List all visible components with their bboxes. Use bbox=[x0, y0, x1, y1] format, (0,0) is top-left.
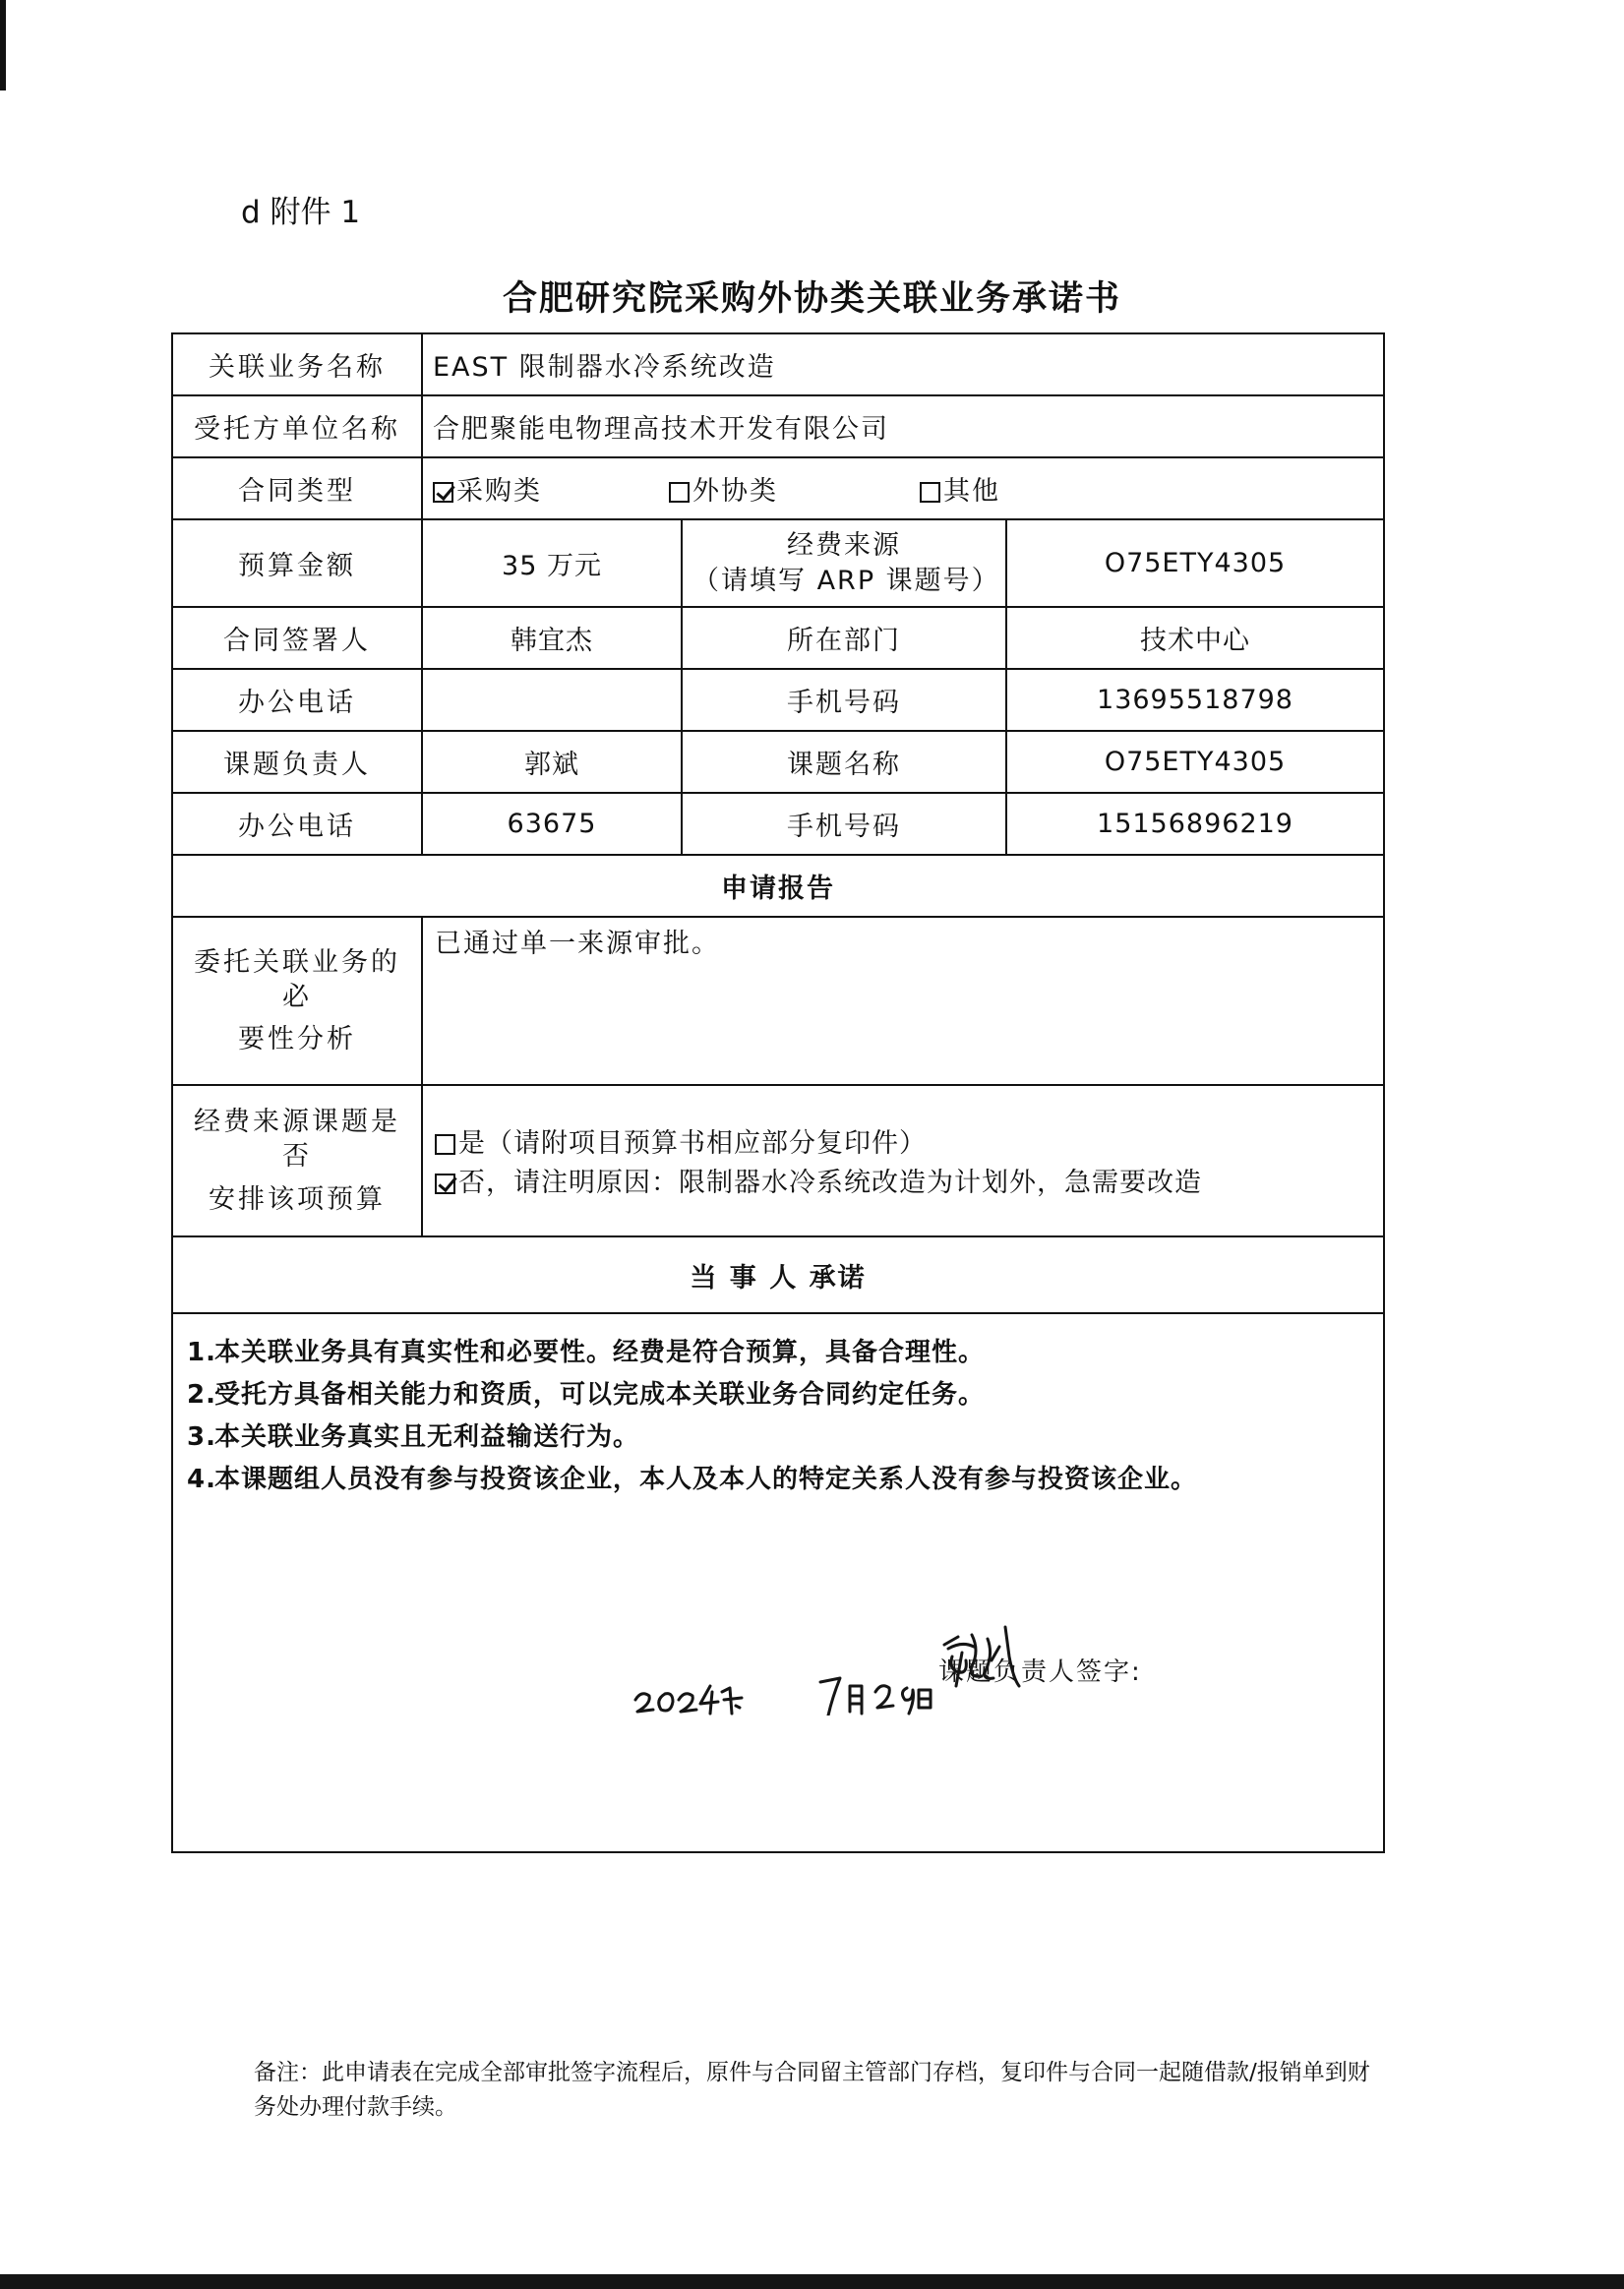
budget-arranged-label bbox=[172, 1085, 422, 1236]
funding-source-label bbox=[682, 519, 1006, 607]
project-name-value: O75ETY4305 bbox=[1006, 731, 1384, 793]
budget-arranged-yes-line bbox=[435, 1121, 1373, 1160]
scan-edge-mark bbox=[0, 0, 6, 90]
application-section-title: 申请报告 bbox=[172, 855, 1384, 917]
necessity-label bbox=[172, 917, 422, 1085]
budget-arranged-no-line bbox=[435, 1161, 1373, 1199]
contract-type-other-option bbox=[920, 469, 1000, 508]
scan-bottom-edge bbox=[0, 2274, 1624, 2289]
mobile-value-1: 13695518798 bbox=[1006, 669, 1384, 731]
commitment-item-1-num: 1. bbox=[187, 1338, 216, 1367]
contract-type-purchase-label: 采购类 bbox=[456, 476, 542, 507]
checkbox-purchase[interactable] bbox=[433, 482, 453, 503]
project-lead-label: 课题负责人 bbox=[172, 731, 422, 793]
entrusted-unit-value: 合肥聚能电物理高技术开发有限公司 bbox=[422, 395, 1384, 457]
commitment-item-4-text: 本课题组人员没有参与投资该企业，本人及本人的特定关系人没有参与投资该企业。 bbox=[214, 1465, 1198, 1494]
budget-value: 35 万元 bbox=[422, 519, 682, 607]
commitment-item-3-text: 本关联业务真实且无利益输送行为。 bbox=[214, 1422, 640, 1452]
budget-label: 预算金额 bbox=[172, 519, 422, 607]
mobile-label-2: 手机号码 bbox=[682, 793, 1006, 855]
document-title: 合肥研究院采购外协类关联业务承诺书 bbox=[502, 279, 1121, 319]
office-phone-label-2: 办公电话 bbox=[172, 793, 422, 855]
commitment-item-1-text: 本关联业务具有真实性和必要性。经费是符合预算，具备合理性。 bbox=[214, 1338, 986, 1367]
budget-arranged-yes-detail: （请附项目预算书相应部分复印件） bbox=[486, 1128, 927, 1159]
commitment-item-3 bbox=[187, 1416, 1197, 1459]
budget-arranged-label-line2: 安排该项预算 bbox=[209, 1183, 386, 1215]
handwritten-signature bbox=[628, 1617, 1021, 1716]
mobile-value-2: 15156896219 bbox=[1006, 793, 1384, 855]
commitment-item-2-num: 2. bbox=[187, 1380, 216, 1410]
mobile-label-1: 手机号码 bbox=[682, 669, 1006, 731]
funding-source-label-line1: 经费来源 bbox=[787, 530, 901, 562]
commitment-cell bbox=[172, 1313, 1384, 1852]
contract-type-purchase-option bbox=[433, 469, 669, 508]
budget-arranged-label-line1: 经费来源课题是否 bbox=[194, 1107, 400, 1173]
commitment-item-4 bbox=[187, 1459, 1197, 1501]
commitment-item-2 bbox=[187, 1374, 1197, 1416]
contract-type-label: 合同类型 bbox=[172, 457, 422, 519]
attachment-label: d 附件 1 bbox=[241, 195, 361, 230]
project-name-label: 课题名称 bbox=[682, 731, 1006, 793]
signer-label: 合同签署人 bbox=[172, 607, 422, 669]
budget-arranged-no-detail: ，请注明原因：限制器水冷系统改造为计划外，急需要改造 bbox=[486, 1168, 1202, 1198]
necessity-label-line1: 委托关联业务的必 bbox=[194, 946, 400, 1012]
checkbox-budget-no[interactable] bbox=[435, 1174, 455, 1194]
necessity-label-line2: 要性分析 bbox=[238, 1024, 356, 1055]
funding-source-value: O75ETY4305 bbox=[1006, 519, 1384, 607]
business-name-label: 关联业务名称 bbox=[172, 333, 422, 395]
budget-arranged-yes-label: 是 bbox=[458, 1128, 486, 1159]
office-phone-label-1: 办公电话 bbox=[172, 669, 422, 731]
checkbox-budget-yes[interactable] bbox=[435, 1134, 455, 1155]
contract-type-outsource-option bbox=[669, 469, 920, 508]
footer-note: 备注：此申请表在完成全部审批签字流程后，原件与合同留主管部门存档，复印件与合同一起随借款/报销单到财务处办理付款手续。 bbox=[254, 2060, 1370, 2120]
department-value: 技术中心 bbox=[1006, 607, 1384, 669]
checkbox-outsource[interactable] bbox=[669, 482, 690, 503]
department-label: 所在部门 bbox=[682, 607, 1006, 669]
commitment-form-table bbox=[171, 332, 1385, 1853]
commitment-item-2-text: 受托方具备相关能力和资质，可以完成本关联业务合同约定任务。 bbox=[214, 1380, 986, 1410]
commitment-list bbox=[187, 1332, 1197, 1501]
signature-label: 课题负责人签字: bbox=[938, 1657, 1142, 1687]
contract-type-outsource-label: 外协类 bbox=[692, 476, 778, 507]
business-name-value: EAST 限制器水冷系统改造 bbox=[422, 333, 1384, 395]
contract-type-options bbox=[422, 457, 1384, 519]
checkbox-other[interactable] bbox=[920, 482, 940, 503]
contract-type-other-label: 其他 bbox=[943, 476, 1000, 507]
necessity-cell bbox=[422, 917, 1384, 1085]
commitment-section-title: 当 事 人 承诺 bbox=[172, 1236, 1384, 1313]
funding-source-label-line2: （请填写 ARP 课题号） bbox=[692, 565, 1000, 596]
commitment-item-4-num: 4. bbox=[187, 1465, 216, 1494]
office-phone-value-2: 63675 bbox=[422, 793, 682, 855]
necessity-text: 已通过单一来源审批。 bbox=[435, 929, 720, 959]
project-lead-value: 郭斌 bbox=[422, 731, 682, 793]
entrusted-unit-label: 受托方单位名称 bbox=[172, 395, 422, 457]
office-phone-value-1 bbox=[422, 669, 682, 731]
commitment-item-1 bbox=[187, 1332, 1197, 1374]
budget-arranged-no-label: 否 bbox=[458, 1168, 486, 1198]
signer-value: 韩宜杰 bbox=[422, 607, 682, 669]
budget-arranged-cell bbox=[422, 1085, 1384, 1236]
commitment-item-3-num: 3. bbox=[187, 1422, 216, 1452]
